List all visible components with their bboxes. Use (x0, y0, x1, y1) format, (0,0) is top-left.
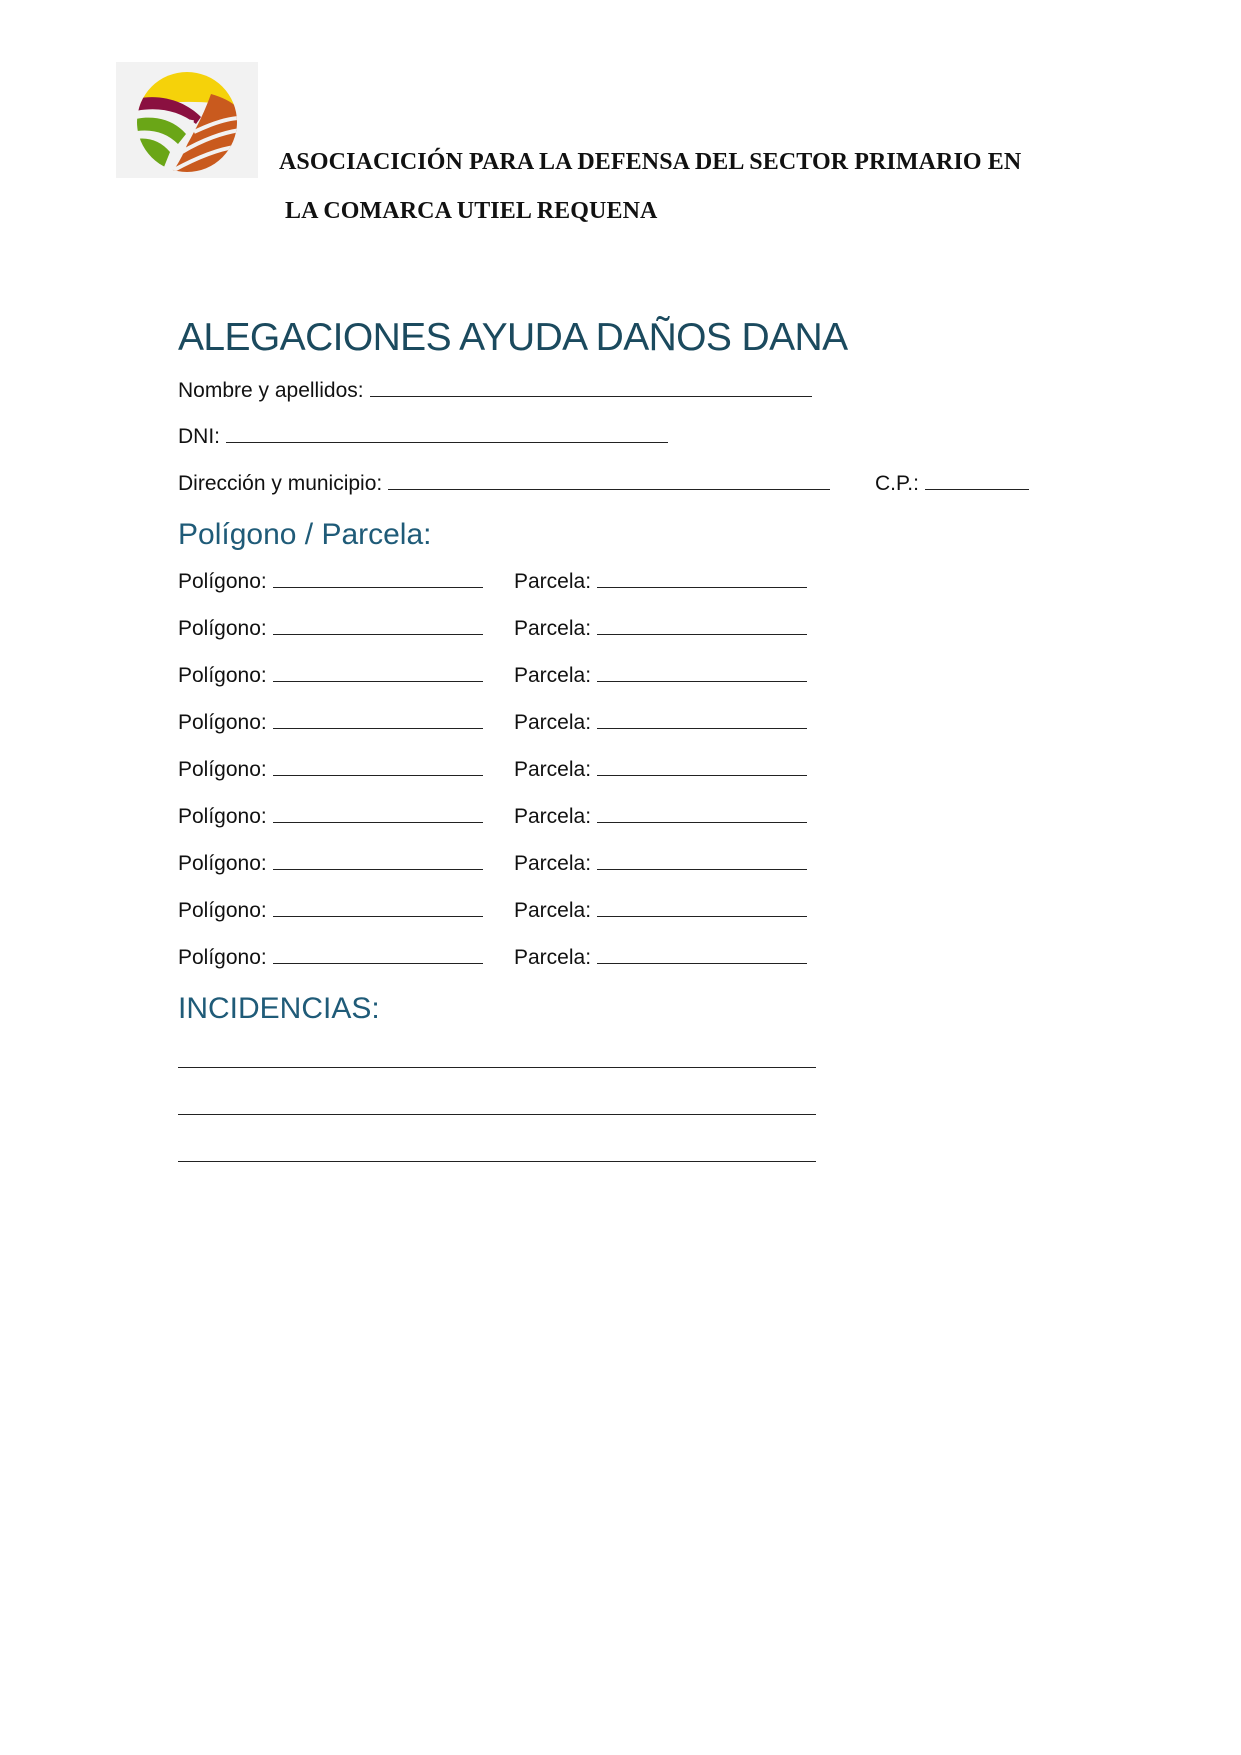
field-sun-logo-icon (116, 62, 258, 178)
poligono-label: Polígono: (178, 805, 267, 828)
incidencias-input-line[interactable] (178, 1067, 816, 1068)
name-label: Nombre y apellidos: (178, 379, 364, 402)
parcela-input-line[interactable] (597, 569, 807, 588)
parcela-field[interactable] (514, 943, 807, 973)
poligono-input-line[interactable] (273, 710, 483, 729)
poligono-field[interactable] (178, 943, 483, 973)
parcela-input-line[interactable] (597, 616, 807, 635)
parcela-input-line[interactable] (597, 851, 807, 870)
parcela-input-line[interactable] (597, 945, 807, 964)
parcela-label: Parcela: (514, 805, 592, 828)
poligono-field[interactable] (178, 755, 483, 785)
name-field[interactable] (178, 376, 812, 406)
poligono-field[interactable] (178, 567, 483, 597)
poligono-label: Polígono: (178, 899, 267, 922)
organization-logo (116, 62, 258, 178)
poligono-field[interactable] (178, 849, 483, 879)
organization-name-line-1: ASOCIACICIÓN PARA LA DEFENSA DEL SECTOR PRIMARIO EN (279, 149, 1022, 175)
poligono-field[interactable] (178, 614, 483, 644)
incidencias-heading: INCIDENCIAS: (178, 992, 380, 1025)
poligono-label: Polígono: (178, 758, 267, 781)
address-field[interactable] (178, 469, 830, 499)
form-title: ALEGACIONES AYUDA DAÑOS DANA (178, 316, 848, 359)
poligono-field[interactable] (178, 708, 483, 738)
poligono-input-line[interactable] (273, 851, 483, 870)
parcela-label: Parcela: (514, 946, 592, 969)
postal-code-field[interactable] (875, 469, 1029, 499)
parcela-field[interactable] (514, 896, 807, 926)
parcela-field[interactable] (514, 567, 807, 597)
parcela-field[interactable] (514, 614, 807, 644)
poligono-field[interactable] (178, 896, 483, 926)
parcela-label: Parcela: (514, 617, 592, 640)
name-input-line[interactable] (370, 378, 812, 397)
dni-input-line[interactable] (226, 424, 668, 443)
parcels-heading: Polígono / Parcela: (178, 518, 432, 551)
poligono-input-line[interactable] (273, 757, 483, 776)
parcela-label: Parcela: (514, 899, 592, 922)
incidencias-input-line[interactable] (178, 1114, 816, 1115)
poligono-field[interactable] (178, 661, 483, 691)
address-label: Dirección y municipio: (178, 472, 383, 495)
parcela-label: Parcela: (514, 570, 592, 593)
poligono-input-line[interactable] (273, 804, 483, 823)
parcela-label: Parcela: (514, 758, 592, 781)
dni-label: DNI: (178, 425, 220, 448)
poligono-input-line[interactable] (273, 898, 483, 917)
poligono-label: Polígono: (178, 852, 267, 875)
address-input-line[interactable] (388, 471, 830, 490)
postal-code-label: C.P.: (875, 472, 919, 495)
poligono-label: Polígono: (178, 711, 267, 734)
poligono-label: Polígono: (178, 664, 267, 687)
poligono-input-line[interactable] (273, 616, 483, 635)
dni-field[interactable] (178, 422, 668, 452)
poligono-input-line[interactable] (273, 945, 483, 964)
parcela-label: Parcela: (514, 664, 592, 687)
poligono-label: Polígono: (178, 617, 267, 640)
poligono-input-line[interactable] (273, 569, 483, 588)
incidencias-input-line[interactable] (178, 1161, 816, 1162)
parcela-input-line[interactable] (597, 710, 807, 729)
parcela-input-line[interactable] (597, 898, 807, 917)
postal-code-input-line[interactable] (925, 471, 1029, 490)
poligono-input-line[interactable] (273, 663, 483, 682)
parcela-field[interactable] (514, 802, 807, 832)
parcela-label: Parcela: (514, 852, 592, 875)
organization-name-line-2: LA COMARCA UTIEL REQUENA (285, 198, 658, 224)
parcela-field[interactable] (514, 661, 807, 691)
poligono-field[interactable] (178, 802, 483, 832)
parcela-field[interactable] (514, 849, 807, 879)
parcela-input-line[interactable] (597, 804, 807, 823)
parcela-label: Parcela: (514, 711, 592, 734)
parcela-input-line[interactable] (597, 663, 807, 682)
poligono-label: Polígono: (178, 570, 267, 593)
poligono-label: Polígono: (178, 946, 267, 969)
parcela-field[interactable] (514, 755, 807, 785)
parcela-field[interactable] (514, 708, 807, 738)
parcela-input-line[interactable] (597, 757, 807, 776)
